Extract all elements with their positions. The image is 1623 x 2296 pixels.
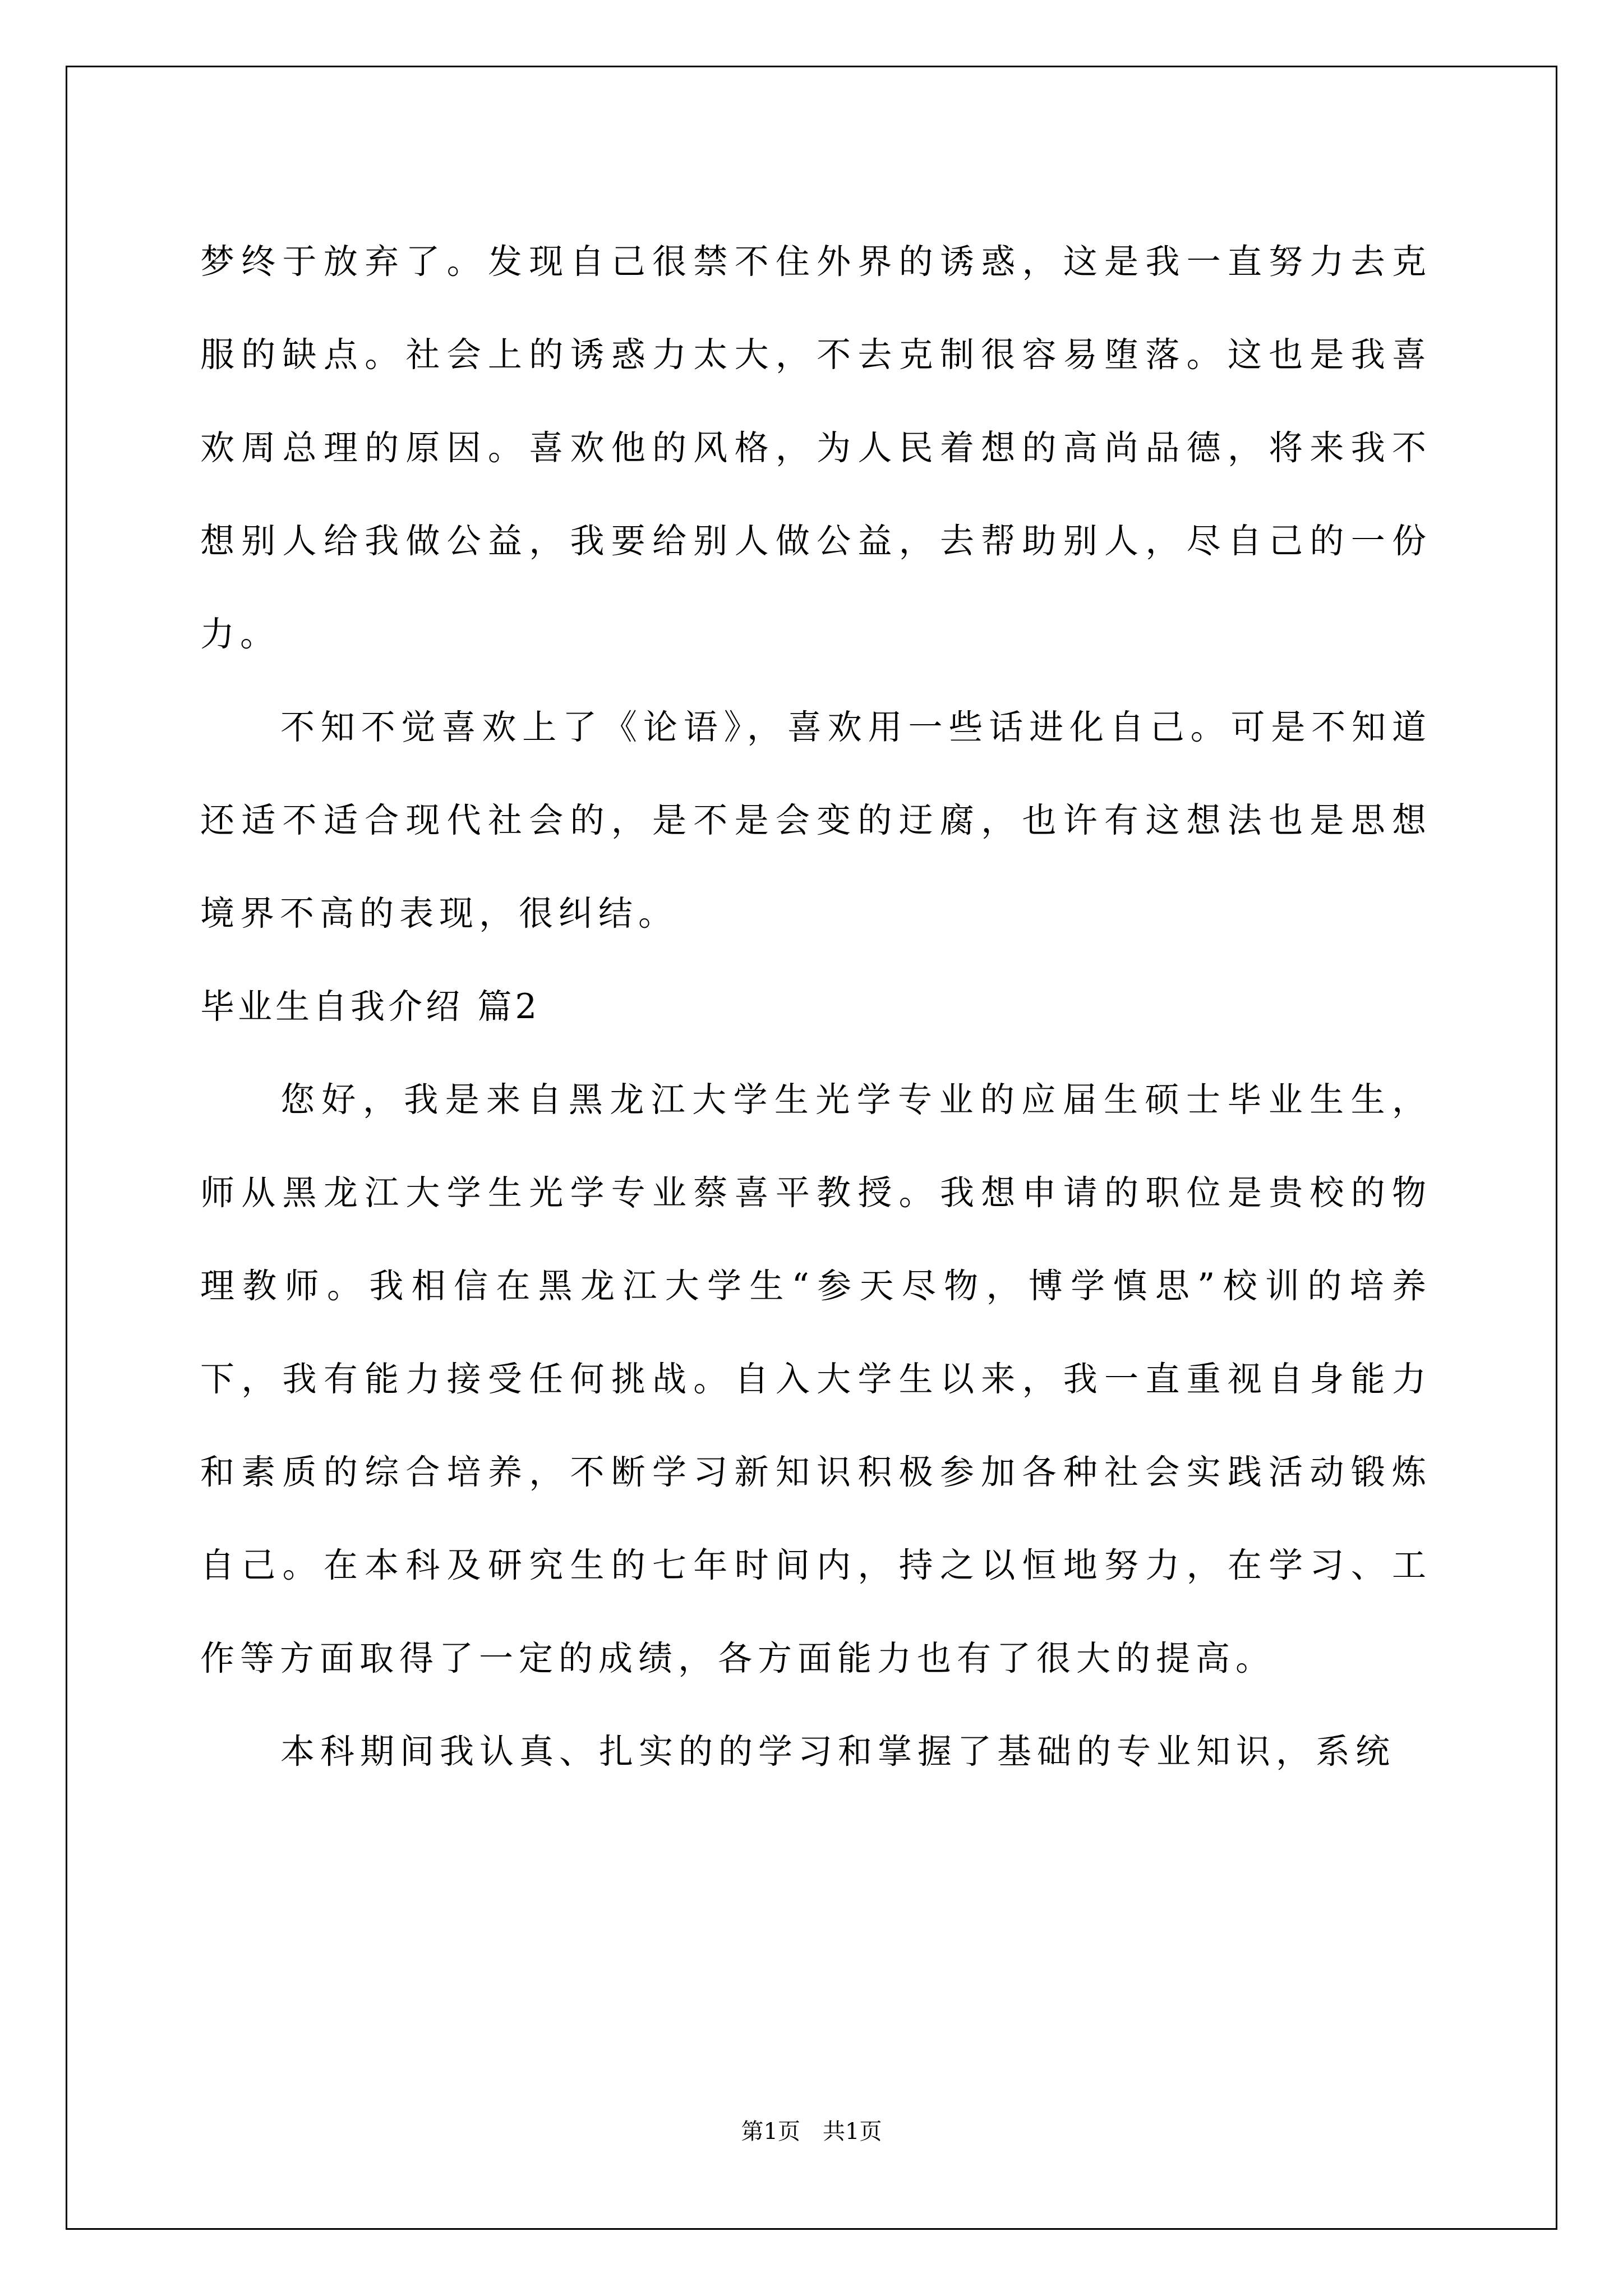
page-footer: 第1页 共1页 <box>741 2119 882 2145</box>
paragraph-1: 梦终于放弃了。发现自己很禁不住外界的诱惑，这是我一直努力去克服的缺点。社会上的诱惑力太大，不去克制很容易堕落。这也是我喜欢周总理的原因。喜欢他的风格，为人民着想的高尚品德，将来我不想别人给我做公益，我要给别人做公益，去帮助别人，尽自己的一份力。 <box>200 242 1432 654</box>
document-body <box>200 215 1432 1798</box>
section-paragraph-2: 本科期间我认真、扎实的的学习和掌握了基础的专业知识，系统 <box>280 1732 1396 1772</box>
paragraph-2: 不知不觉喜欢上了《论语》，喜欢用一些话进化自己。可是不知道还适不适合现代社会的，是不是会变的迂腐，也许有这想法也是思想境界不高的表现，很纠结。 <box>200 707 1432 933</box>
section-paragraph-1: 您好，我是来自黑龙江大学生光学专业的应届生硕士毕业生生，师从黑龙江大学生光学专业蔡喜平教授。我想申请的职位是贵校的物理教师。我相信在黑龙江大学生“参天尽物，博学慎思”校训的培养下，我有能力接受任何挑战。自入大学生以来，我一直重视自身能力和素质的综合培养，不断学习新知识积极参加各种社会实践活动锻炼自己。在本科及研究生的七年时间内，持之以恒地努力，在学习、工作等方面取得了一定的成绩，各方面能力也有了很大的提高。 <box>200 1080 1432 1678</box>
section-heading: 毕业生自我介绍 篇2 <box>200 987 541 1027</box>
